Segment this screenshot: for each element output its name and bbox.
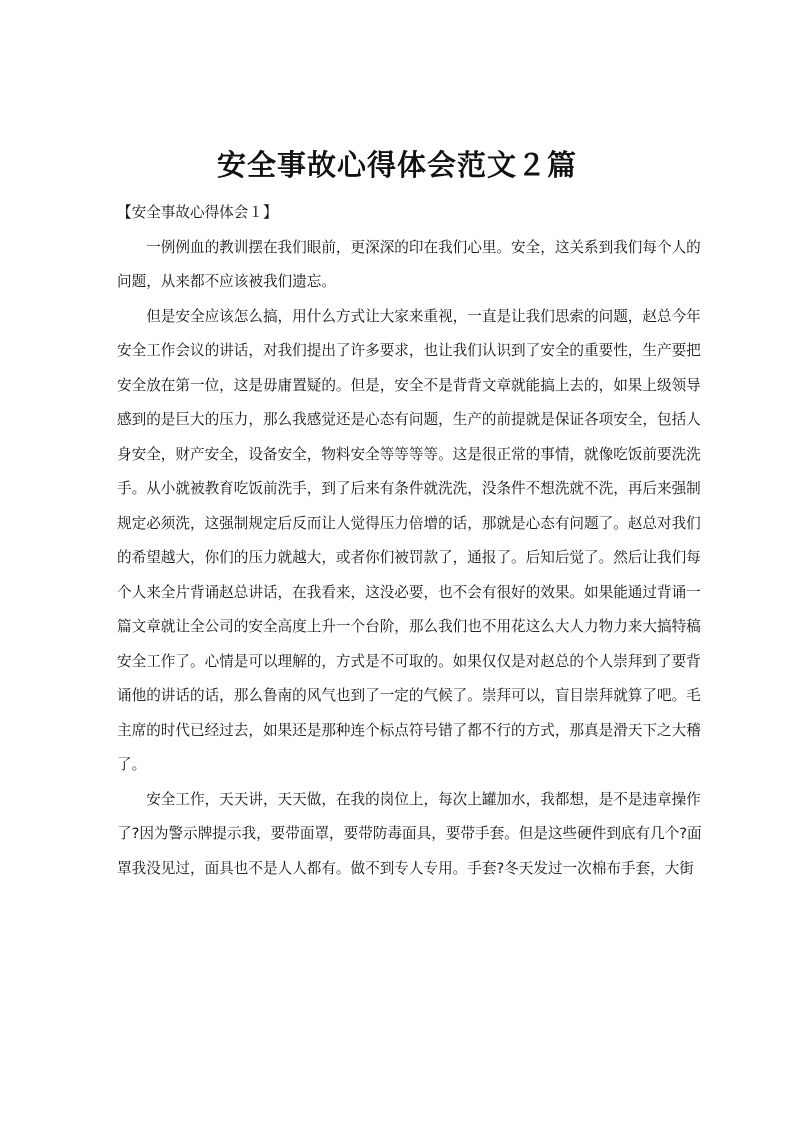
paragraph-line: 的希望越大，你们的压力就越大，或者你们被罚款了，通报了。后知后觉了。然后让我们每 (117, 549, 701, 566)
paragraph-line: 问题，从来都不应该被我们遗忘。 (117, 273, 336, 290)
paragraph-line: 安全放在第一位，这是毋庸置疑的。但是，安全不是背背文章就能搞上去的，如果上级领导 (117, 376, 701, 394)
section-heading: 【安全事故心得体会１】 (117, 204, 278, 221)
paragraph-line: 手。从小就被教育吃饭前洗手，到了后来有条件就洗洗，没条件不想洗就不洗，再后来强制 (117, 480, 701, 497)
paragraph-line: 一例例血的教训摆在我们眼前，更深深的印在我们心里。安全，这关系到我们每个人的 (146, 238, 701, 256)
document-body (117, 196, 702, 886)
paragraph-line: 主席的时代已经过去，如果还是那种连个标点符号错了都不行的方式，那真是滑天下之大稽 (117, 721, 701, 739)
paragraph-line: 诵他的讲话的话，那么鲁南的风气也到了一定的气候了。崇拜可以，盲目崇拜就算了吧。毛 (117, 687, 701, 704)
document-title: 安全事故心得体会范文２篇 (216, 148, 577, 183)
paragraph-line: 安全工作，天天讲，天天做，在我的岗位上，每次上罐加水，我都想，是不是违章操作 (146, 790, 701, 808)
paragraph-line: 篇文章就让全公司的安全高度上升一个台阶，那么我们也不用花这么大人力物力来大搞特稿 (117, 618, 701, 635)
paragraph-line: 安全工作了。心情是可以理解的，方式是不可取的。如果仅仅是对赵总的个人崇拜到了要背 (117, 652, 701, 670)
paragraph-2 (117, 300, 701, 783)
paragraph-line: 个人来全片背诵赵总讲话，在我看来，这没必要，也不会有很好的效果。如果能通过背诵一 (117, 583, 701, 601)
paragraph-line: 了?因为警示牌提示我，要带面罩，要带防毒面具，要带手套。但是这些硬件到底有几个?面 (117, 825, 702, 842)
paragraph-line: 规定必须洗，这强制规定后反而让人觉得压力倍增的话，那就是心态有问题了。赵总对我们 (117, 514, 701, 532)
paragraph-line: 罩我没见过，面具也不是人人都有。做不到专人专用。手套?冬天发过一次棉布手套，大街 (117, 859, 694, 877)
paragraph-3 (117, 783, 702, 887)
paragraph-line: 但是安全应该怎么搞，用什么方式让大家来重视，一直是让我们思索的问题，赵总今年 (146, 307, 701, 325)
paragraph-line: 安全工作会议的讲话，对我们提出了许多要求，也让我们认识到了安全的重要性，生产要把 (117, 342, 701, 359)
paragraph-line: 感到的是巨大的压力，那么我感觉还是心态有问题，生产的前提就是保证各项安全，包括人 (117, 411, 701, 428)
paragraph-1 (117, 231, 701, 300)
paragraph-line: 身安全，财产安全，设备安全，物料安全等等等等。这是很正常的事情，就像吃饭前要洗洗 (117, 445, 701, 463)
paragraph-line: 了。 (117, 756, 147, 773)
